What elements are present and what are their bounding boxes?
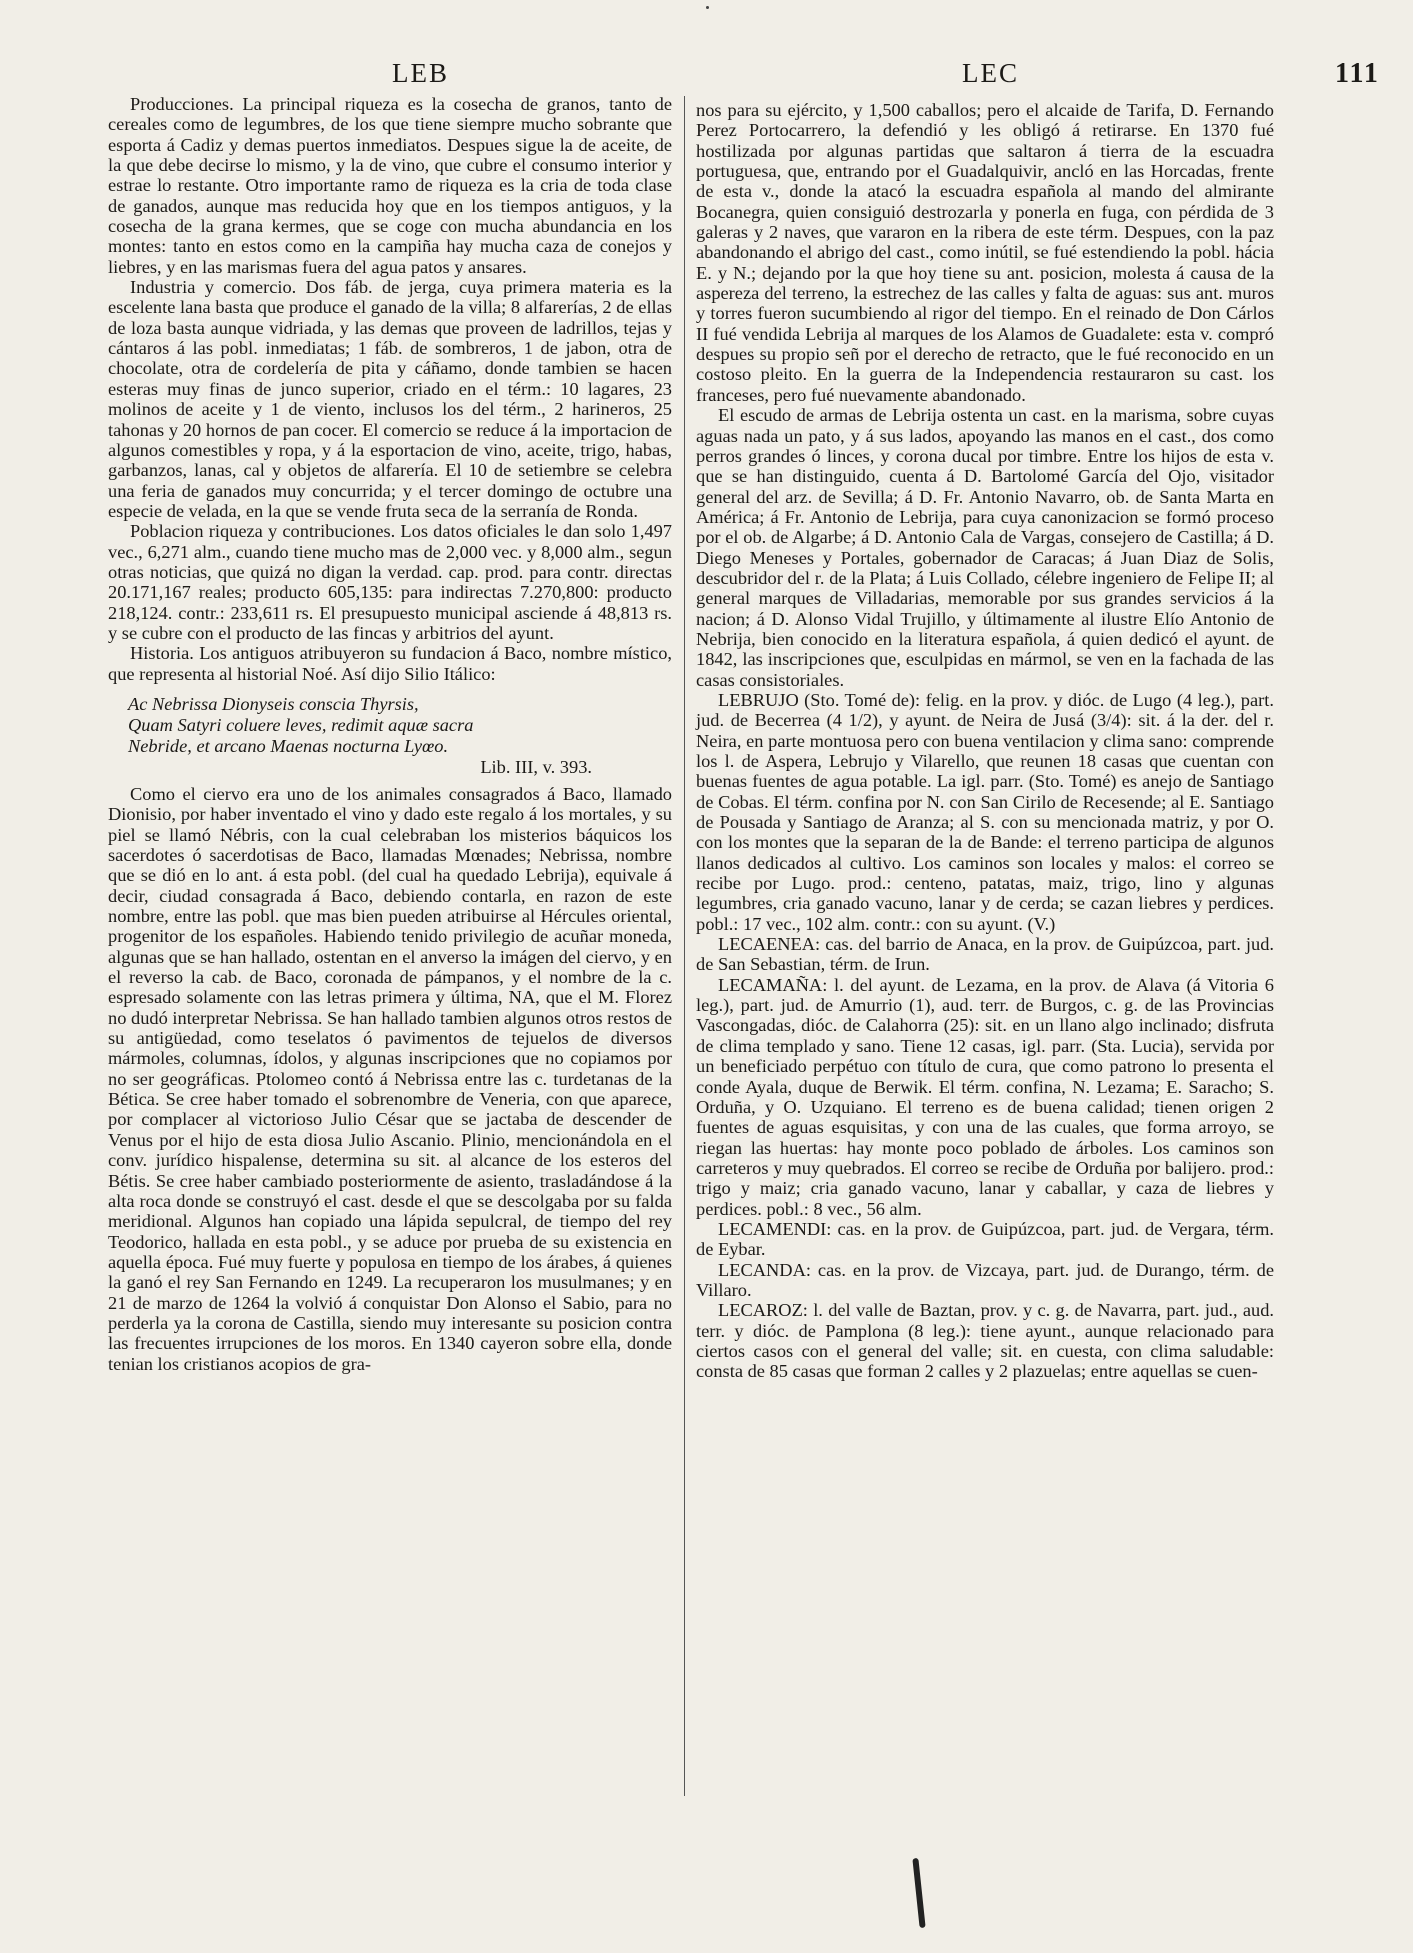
entry-lecaenea: LECAENEA: cas. del barrio de Anaca, en la prov. de Guipúzcoa, part. jud. de San Sebastian, térm. de Irun. — [696, 934, 1274, 975]
producciones-paragraph: Producciones. La principal riqueza es la cosecha de granos, tanto de cereales como de legumbres, de los que tiene siempre mucho sobrante que esporta á Cadiz y demas puertos inmediatos. Despues sigue la de aceite, de la que debe decirse lo mismo, y la de vino, que cubre el consumo interior y estrae lo restante. Otro importante ramo de riqueza es la cria de toda clase de ganados, aunque mas reducida hoy que en los tiempos antiguos, y la cosecha de la grana kermes, que se coge con mucha abundancia en los montes: tanto en estos como en la campiña hay mucha caza de conejos y liebres, y en las marismas fuera del agua patos y ansares. — [108, 94, 672, 277]
verse-citation: Lib. III, v. 393. — [480, 756, 592, 777]
left-column — [108, 94, 672, 1374]
history-paragraph: Como el ciervo era uno de los animales consagrados á Baco, llamado Dionisio, por haber inventado el vino y dado este regalo á los mortales, y su piel se llamó Nébris, con la cual celebraban los misterios báquicos los sacerdotes ó sacerdotisas de Baco, llamadas Mœnades; Nebrissa, nombre que se dió en lo ant. á esta pobl. (del cual ha quedado Lebrija), equivale á decir, ciudad consagrada á Baco, debiendo contarla, en razon de este nombre, entre las pobl. que mas bien pueden atribuirse al Hércules oriental, progenitor de los españoles. Habiendo tenido privilegio de acuñar moneda, algunas que se han hallado, ostentan en el anverso la imágen del ciervo, y en el reverso la cab. de Baco, coronada de pámpanos, y el nombre de la c. espresado solamente con las letras primera y última, NA, que el M. Florez no dudó interpretar Nebrissa. Se han hallado tambien algunos otros restos de su antigüedad, como teselatos ó pavimentos de tejuelos de diversos mármoles, columnas, ídolos, y algunas inscripciones que no copiamos por no ser geográficas. Ptolomeo contó á Nebrissa entre las c. turdetanas de la Bética. Se cree haber tomado el sobrenombre de Veneria, con que aparece, por complacer al victorioso Julio César que se jactaba de descender de Venus por el hijo de esta diosa Julio Ascanio. Plinio, mencionándola en el conv. jurídico hispalense, determina su sit. al alcance de los esteros del Bétis. Se cree haber cambiado posteriormente de asiento, trasladándose á la alta roca donde se construyó el cast. desde el que se descolgaba por su falda meridional. Algunos han copiado una lápida sepulcral, de tiempo del rey Teodorico, hallada en esta pobl., y se aduce por prueba de su existencia en aquella época. Fué muy fuerte y populosa en tiempo de los árabes, á quienes la ganó el rey San Fernando en 1249. La recuperaron los musulmanes; y en 21 de marzo de 1264 la volvió á conquistar Don Alonso el Sabio, para no perderla ya la corona de Castilla, siendo muy interesante su posicion contra las frecuentes irrupciones de los moros. En 1340 cayeron sobre ella, donde tenian los cristianos acopios de gra- — [108, 783, 672, 1374]
entry-lecamendi: LECAMENDI: cas. en la prov. de Guipúzcoa, part. jud. de Vergara, térm. de Eybar. — [696, 1218, 1274, 1260]
verse-line: Quam Satyri coluere leves, redimit aquæ sacra — [128, 714, 474, 735]
right-running-head: LEC — [962, 58, 1019, 88]
history-continuation: nos para su ejército, y 1,500 caballos; pero el alcaide de Tarifa, D. Fernando Perez Portocarrero, la defendió y les obligó á retirarse. En 1370 fué hostilizada por algunas partidas que saltaron á tierra de la escuadra portuguesa, que, entrando por el Guadalquivir, ancló en las Horcadas, frente de esta v., donde la atacó la escuadra española al mando del almirante Bocanegra, quien consiguió destrozarla y ponerla en fuga, con pérdida de 3 galeras y 2 naves, que vararon en la ribera de este térm. Despues, con la paz abandonando el abrigo del cast., como inútil, se fué estendiendo la pobl. hácia E. y N.; dejando por la que hoy tiene su ant. posicion, molesta á causa de la aspereza del terreno, la estrechez de las calles y falta de aguas: sus ant. muros y torres fueron sucumbiendo al rigor del tiempo. En el reinado de Don Cárlos II fué vendida Lebrija al marques de los Alamos de Guadalete: esta v. compró despues su propio señ por el derecho de retracto, que le fué reconocido en un costoso pleito. En la guerra de la Independencia restauraron su cast. los franceses, pero fué nuevamente abandonado. — [696, 100, 1274, 405]
entry-lecamana: LECAMAÑA: l. del ayunt. de Lezama, en la prov. de Alava (á Vitoria 6 leg.), part. jud. de Amurrio (1), aud. terr. de Burgos, c. g. de las Provincias Vascongadas, dióc. de Calahorra (25): sit. en un llano algo inclinado; disfruta de clima templado y sano. Tiene 12 casas, igl. parr. (Sta. Lucia), servida por un beneficiado perpétuo con título de cura, que como patrono lo presenta el conde Ayala, duque de Berwik. El térm. confina, N. Lezama; E. Saracho; S. Orduña, y O. Uzquiano. El terreno es de buena calidad; tienen origen 2 fuentes de aguas esquisitas, y con una de las cuales, que forma arroyo, se riegan las huertas: hay monte poco poblado de árboles. Los caminos son carreteros y muy quebrados. El correo se recibe de Orduña por balijero. prod.: trigo y maiz; cria ganado vacuno, lanar y caballar, y caza de liebres y perdices. pobl.: 8 vec., 56 alm. — [696, 974, 1274, 1219]
entry-lebrujo: LEBRUJO (Sto. Tomé de): felig. en la prov. y dióc. de Lugo (4 leg.), part. jud. de Becerrea (4 1/2), y ayunt. de Neira de Jusá (3/4): sit. á la der. del r. Neira, en parte montuosa pero con buena ventilacion y clima sano: comprende los l. de Aspera, Lebrujo y Vilarello, que reunen 18 casas que cuentan con buenas fuentes de agua potable. La igl. parr. (Sto. Tomé) es anejo de Santiago de Cobas. El térm. confina por N. con San Cirilo de Recesende; al E. Santiago de Pousada y Santiago de Aranza; al S. con su mencionada matriz, y por O. con los montes que la separan de la de Bande: el terreno participa de algunos llanos dedicados al cultivo. Los caminos son locales y malos: el correo se recibe por Lugo. prod.: centeno, patatas, maiz, trigo, lino y algunas legumbres, cria ganado vacuno, lanar y de cerda; se cazan liebres y perdices. pobl.: 17 vec., 102 alm. contr.: con su ayunt. (V.) — [696, 689, 1274, 934]
ink-speck — [706, 6, 709, 9]
escudo-paragraph: El escudo de armas de Lebrija ostenta un cast. en la marisma, sobre cuyas aguas nada un pato, y á sus lados, apoyando las manos en el cast., dos como perros grandes ó linces, y corona ducal por timbre. Entre los hijos de esta v. que se han distinguido, cuenta á D. Bartolomé García del Ojo, visitador general del arz. de Sevilla; á D. Fr. Antonio Navarro, ob. de Santa Marta en América; á Fr. Antonio de Lebrija, para cuya canonizacion se formó proceso por el ob. de Algarbe; á D. Antonio Cala de Vargas, consejero de Castilla; á D. Diego Meneses y Portales, gobernador de Caracas; á Juan Diaz de Solis, descubridor del r. de la Plata; á Luis Collado, célebre ingeniero de Felipe II; al general marques de Villadarias, memorable por sus grandes servicios á la nacion; á D. Alonso Vidal Trujillo, y últimamente al ilustre Elío Antonio de Nebrija, bien conocido en la literatura española, á quien dedicó el ayunt. de 1842, las inscripciones que, esculpidas en mármol, se ven en la fachada de las casas consistoriales. — [696, 405, 1274, 690]
left-running-head: LEB — [392, 58, 449, 88]
ink-mark — [912, 1858, 925, 1928]
column-divider — [684, 96, 685, 1796]
entry-lecanda: LECANDA: cas. en la prov. de Vizcaya, part. jud. de Durango, térm. de Villaro. — [696, 1259, 1274, 1300]
industria-paragraph: Industria y comercio. Dos fáb. de jerga, cuya primera materia es la escelente lana basta que produce el ganado de la villa; 8 alfarerías, 2 de ellas de loza basta aunque vidriada, y las demas que proveen de ladrillos, tejas y cántaros á las pobl. inmediatas; 1 fáb. de sombreros, 1 de jabon, otra de chocolate, otra de cordelería de pita y cáñamo, donde tambien se hacen esteras muy finas de junco superior, criado en el térm.: 10 lagares, 23 molinos de aceite y 1 de viento, inclusos los del térm., 2 harineros, 25 tahonas y 20 hornos de pan cocer. El comercio se reduce á la importacion de algunos comestibles y ropa, y á la esportacion de vino, aceite, trigo, habas, garbanzos, lanas, cal y objetos de alfarería. El 10 de setiembre se celebra una feria de ganados muy concurrida; y el tercer domingo de octubre una especie de velada, en la que se vende fruta seca de la serranía de Ronda. — [108, 277, 672, 521]
latin-verse — [128, 694, 672, 757]
entry-lecaroz: LECAROZ: l. del valle de Baztan, prov. y c. g. de Navarra, part. jud., aud. terr. y dióc. de Pamplona (8 leg.): tiene ayunt., aunque relacionado para ciertos casos con el general del valle; sit. en cuesta, con clima saludable: consta de 85 casas que forman 2 calles y 2 plazuelas; entre aquellas se cuen- — [696, 1300, 1274, 1382]
historia-paragraph: Historia. Los antiguos atribuyeron su fundacion á Baco, nombre místico, que representa al historial Noé. Así dijo Silio Itálico: — [108, 643, 672, 684]
poblacion-paragraph: Poblacion riqueza y contribuciones. Los datos oficiales le dan solo 1,497 vec., 6,271 alm., cuando tiene mucho mas de 2,000 vec. y 8,000 alm., segun otras noticias, que quizá no digan la verdad. cap. prod. para contr. directas 20.171,167 reales; producto 605,135: para indirectas 7.270,800: producto 218,124. contr.: 233,611 rs. El presupuesto municipal asciende á 48,813 rs. y se cubre con el producto de las fincas y arbitrios del ayunt. — [108, 521, 672, 643]
verse-line: Ac Nebrissa Dionyseis conscia Thyrsis, — [128, 693, 419, 714]
right-column — [696, 100, 1274, 1382]
verse-line: Nebride, et arcano Maenas nocturna Lyœo. — [128, 735, 449, 756]
page-number: 111 — [1335, 58, 1380, 89]
